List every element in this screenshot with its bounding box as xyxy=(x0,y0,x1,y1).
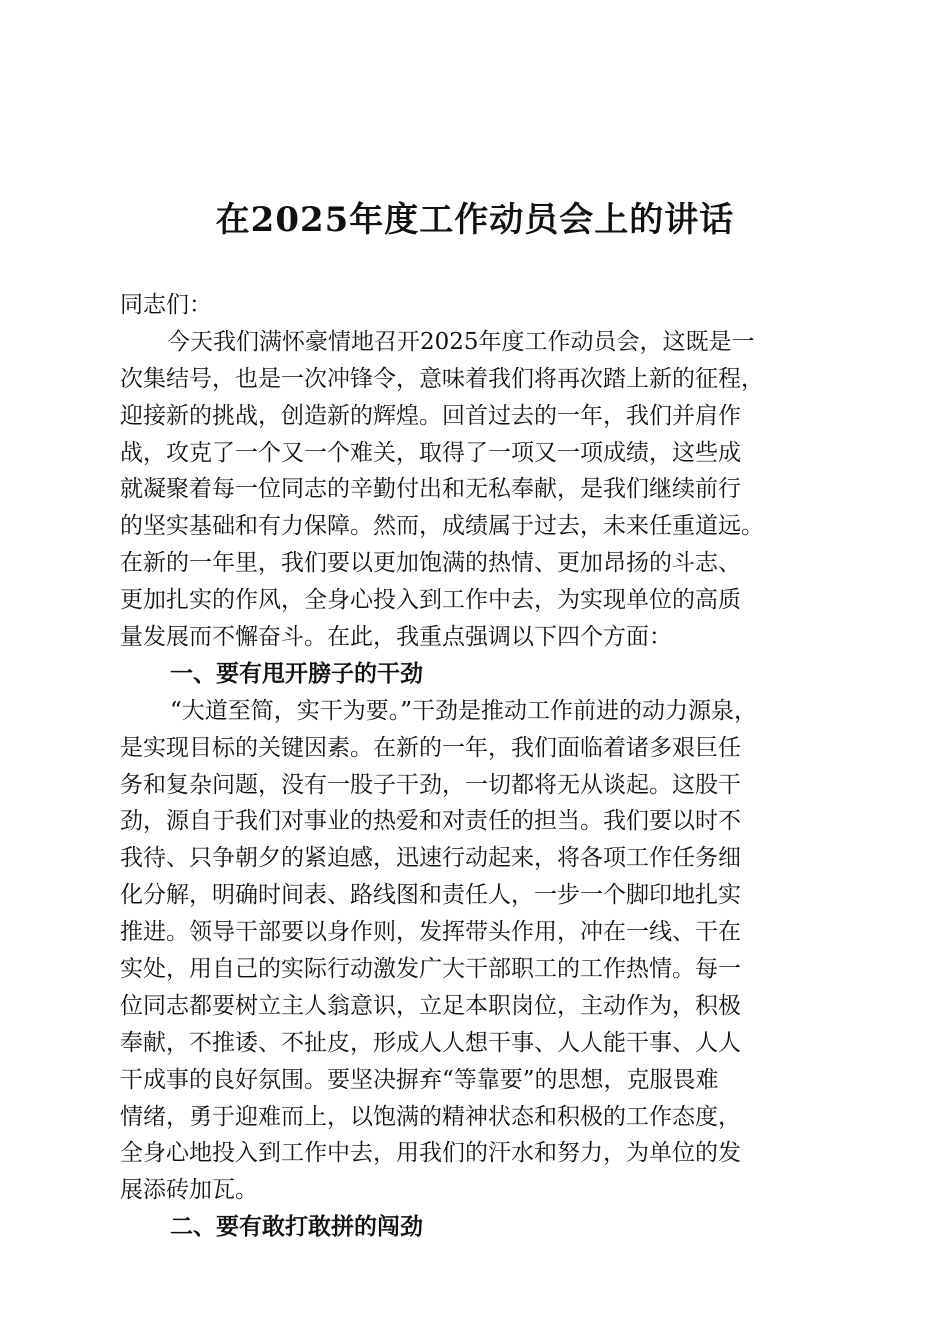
paragraph-line: 实处，用自己的实际行动激发广大干部职工的工作热情。每一 xyxy=(120,956,741,983)
document-title: 在2025年度工作动员会上的讲话 xyxy=(215,200,735,240)
paragraph-line: 量发展而不懈奋斗。在此，我重点强调以下四个方面： xyxy=(120,624,672,651)
paragraph-line: 战，攻克了一个又一个难关，取得了一项又一项成绩，这些成 xyxy=(120,439,741,466)
document-body xyxy=(120,287,832,1246)
paragraph-line: 今天我们满怀豪情地召开2025年度工作动员会，这既是一 xyxy=(167,328,755,355)
paragraph-line: “大道至简，实干为要。”干劲是推动工作前进的动力源泉， xyxy=(170,697,758,724)
paragraph-line: 务和复杂问题，没有一股子干劲，一切都将无从谈起。这股干 xyxy=(120,771,741,798)
paragraph-line: 更加扎实的作风，全身心投入到工作中去，为实现单位的高质 xyxy=(120,587,741,614)
paragraph-line: 迎接新的挑战，创造新的辉煌。回首过去的一年，我们并肩作 xyxy=(120,402,741,429)
paragraph-line: 展添砖加瓦。 xyxy=(120,1177,258,1204)
section-heading: 一、要有甩开膀子的干劲 xyxy=(170,659,423,687)
paragraph-line: 次集结号，也是一次冲锋令，意味着我们将再次踏上新的征程， xyxy=(120,365,764,392)
paragraph-line: 奉献，不推诿、不扯皮，形成人人想干事、人人能干事、人人 xyxy=(120,1029,741,1056)
paragraph-line: 我待、只争朝夕的紧迫感，迅速行动起来，将各项工作任务细 xyxy=(120,845,741,872)
paragraph-line: 是实现目标的关键因素。在新的一年，我们面临着诸多艰巨任 xyxy=(120,734,741,761)
paragraph-line: 推进。领导干部要以身作则，发挥带头作用，冲在一线、干在 xyxy=(120,919,741,946)
paragraph-line: 在新的一年里，我们要以更加饱满的热情、更加昂扬的斗志、 xyxy=(120,550,741,577)
paragraph-line: 就凝聚着每一位同志的辛勤付出和无私奉献，是我们继续前行 xyxy=(120,476,741,503)
paragraph-line: 干成事的良好氛围。要坚决摒弃“等靠要”的思想，克服畏难 xyxy=(120,1066,719,1093)
paragraph-line: 化分解，明确时间表、路线图和责任人，一步一个脚印地扎实 xyxy=(120,882,741,909)
section-heading: 二、要有敢打敢拼的闯劲 xyxy=(170,1213,423,1241)
paragraph-line: 情绪，勇于迎难而上，以饱满的精神状态和积极的工作态度， xyxy=(120,1103,741,1130)
paragraph-line: 位同志都要树立主人翁意识，立足本职岗位，主动作为，积极 xyxy=(120,992,741,1019)
paragraph-line: 全身心地投入到工作中去，用我们的汗水和努力，为单位的发 xyxy=(120,1140,741,1167)
paragraph-line: 劲，源自于我们对事业的热爱和对责任的担当。我们要以时不 xyxy=(120,808,741,835)
salutation: 同志们： xyxy=(120,292,212,318)
paragraph-line: 的坚实基础和有力保障。然而，成绩属于过去，未来任重道远。 xyxy=(120,513,764,540)
